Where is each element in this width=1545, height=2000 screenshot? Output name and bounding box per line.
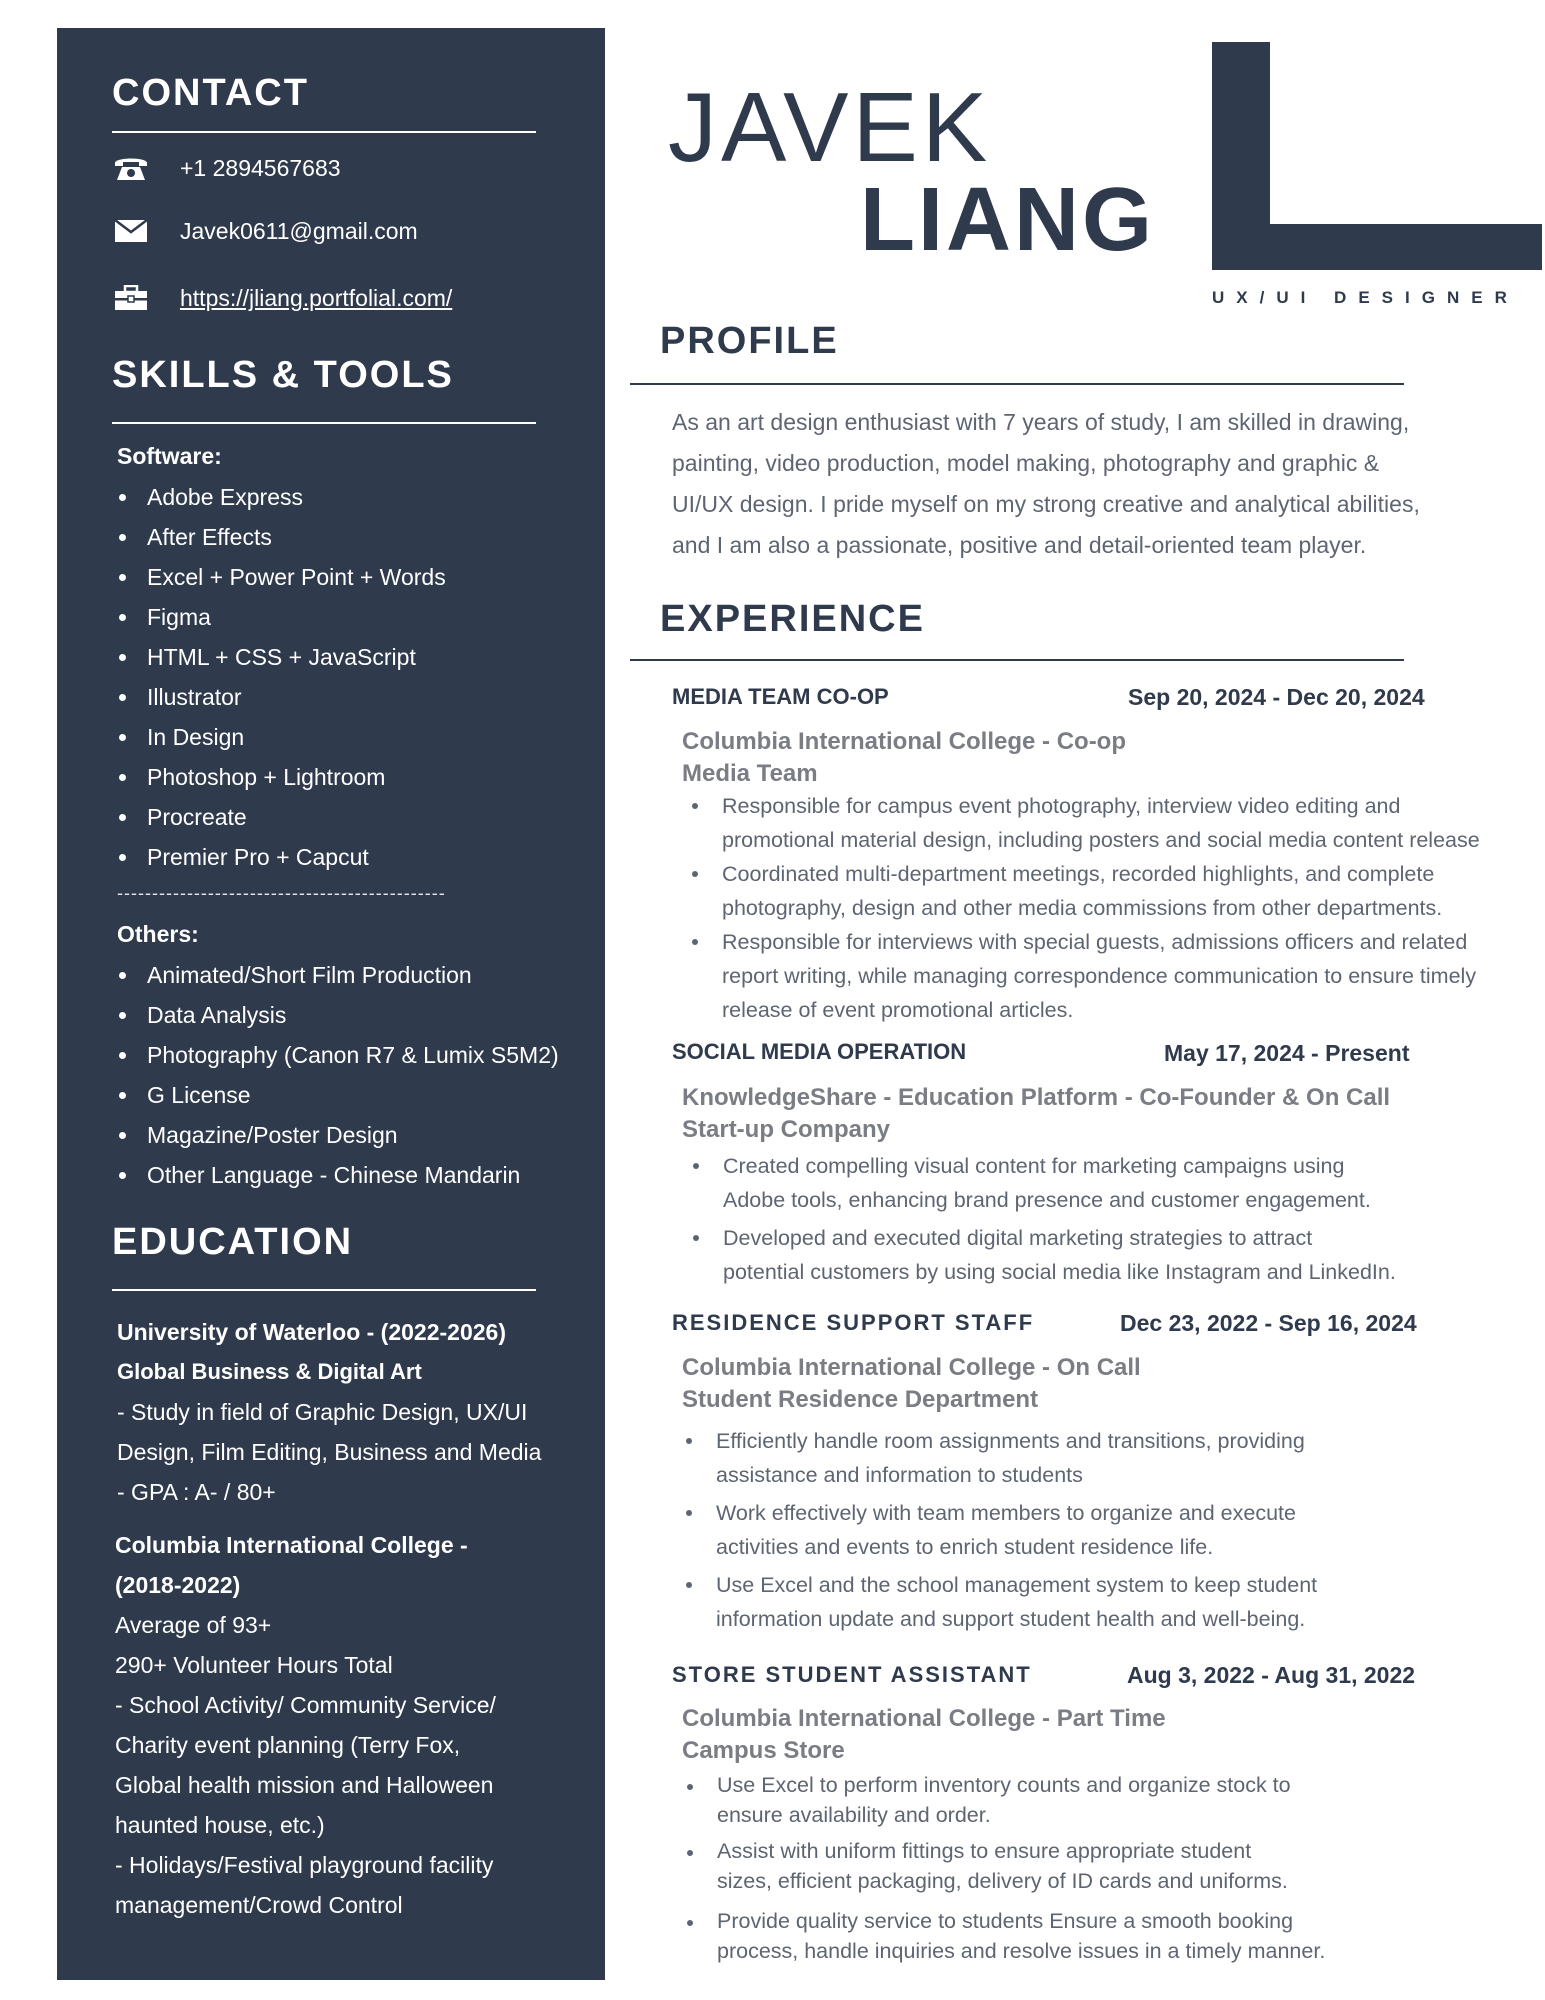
job-title: RESIDENCE SUPPORT STAFF xyxy=(672,1310,1035,1335)
list-item: Figma xyxy=(117,597,446,637)
sidebar xyxy=(57,28,605,1980)
school-program: Global Business & Digital Art xyxy=(117,1359,422,1384)
envelope-icon xyxy=(112,216,150,246)
org-line: Campus Store xyxy=(682,1737,845,1764)
school-title: (2018-2022) xyxy=(115,1572,241,1598)
list-item: Illustrator xyxy=(117,677,446,717)
job-organization xyxy=(682,726,1126,790)
email-address: Javek0611@gmail.com xyxy=(180,217,418,244)
last-name: LIANG xyxy=(860,170,1155,270)
list-item: Responsible for interviews with special guests, admissions officers and related report writing, while managing correspondence communication to ensure timely release of event promotional articles. xyxy=(682,925,1480,1027)
list-item: Coordinated multi-department meetings, recorded highlights, and complete photography, design and other media commissions from other departments. xyxy=(682,857,1480,925)
skills-dashed-divider: ----------------------------------------------- xyxy=(117,883,446,903)
software-label: Software: xyxy=(117,443,222,469)
list-item: Excel + Power Point + Words xyxy=(117,557,446,597)
list-item: After Effects xyxy=(117,517,446,557)
org-line: Columbia International College - Part Time xyxy=(682,1705,1166,1732)
list-item: Photoshop + Lightroom xyxy=(117,757,446,797)
logo-monogram xyxy=(1212,42,1542,270)
job-role: UX/UI DESIGNER xyxy=(1212,288,1519,307)
school-detail: Global health mission and Halloween xyxy=(115,1772,494,1798)
school-title: Columbia International College - xyxy=(115,1532,468,1558)
contact-divider xyxy=(112,131,536,133)
job-organization xyxy=(682,1352,1141,1416)
list-item: Data Analysis xyxy=(117,995,559,1035)
list-item: G License xyxy=(117,1075,559,1115)
school-detail: Average of 93+ xyxy=(115,1612,272,1638)
org-line: Start-up Company xyxy=(682,1116,891,1143)
list-item: Efficiently handle room assignments and transitions, providing assistance and information to students xyxy=(676,1424,1317,1492)
profile-line: UI/UX design. I pride myself on my strong creative and analytical abilities, xyxy=(672,491,1420,517)
org-line: Columbia International College - Co-op xyxy=(682,728,1126,755)
school-detail: 290+ Volunteer Hours Total xyxy=(115,1652,393,1678)
school-detail: Design, Film Editing, Business and Media xyxy=(117,1439,542,1465)
logo-l-foot xyxy=(1212,224,1542,270)
others-label: Others: xyxy=(117,921,199,947)
job-date: May 17, 2024 - Present xyxy=(1164,1040,1410,1066)
job-bullets xyxy=(677,1770,1325,1966)
school-detail: - Study in field of Graphic Design, UX/UI xyxy=(117,1399,528,1425)
list-item: Premier Pro + Capcut xyxy=(117,837,446,877)
job-date: Aug 3, 2022 - Aug 31, 2022 xyxy=(1127,1662,1416,1688)
job-date: Sep 20, 2024 - Dec 20, 2024 xyxy=(1128,684,1425,710)
list-item: Provide quality service to students Ensure a smooth booking process, handle inquiries and resolve issues in a timely manner. xyxy=(677,1906,1325,1966)
list-item: Use Excel and the school management system to keep student information update and support student health and well-being. xyxy=(676,1568,1317,1636)
phone-icon xyxy=(112,153,150,183)
list-item: Responsible for campus event photography, interview video editing and promotional material design, including posters and social media content release xyxy=(682,789,1480,857)
experience-heading: EXPERIENCE xyxy=(660,598,925,640)
contact-website[interactable] xyxy=(112,280,452,316)
list-item: Assist with uniform fittings to ensure appropriate student sizes, efficient packaging, delivery of ID cards and uniforms. xyxy=(677,1836,1325,1896)
first-name: JAVEK xyxy=(668,72,992,182)
org-line: Student Residence Department xyxy=(682,1386,1039,1413)
list-item: Adobe Express xyxy=(117,477,446,517)
school-detail: - GPA : A- / 80+ xyxy=(117,1479,276,1505)
profile-line: and I am also a passionate, positive and detail-oriented team player. xyxy=(672,532,1367,558)
profile-line: As an art design enthusiast with 7 years of study, I am skilled in drawing, xyxy=(672,409,1410,435)
experience-divider xyxy=(630,659,1404,661)
job-title: MEDIA TEAM CO-OP xyxy=(672,684,889,709)
profile-line: painting, video production, model making, photography and graphic & xyxy=(672,450,1380,476)
job-organization xyxy=(682,1082,1390,1146)
education-entry-columbia xyxy=(115,1525,565,1925)
list-item: Created compelling visual content for marketing campaigns using Adobe tools, enhancing brand presence and customer engagement. xyxy=(683,1149,1396,1217)
briefcase-icon xyxy=(112,283,150,313)
org-line: Columbia International College - On Call xyxy=(682,1354,1141,1381)
list-item: Magazine/Poster Design xyxy=(117,1115,559,1155)
profile-summary xyxy=(672,402,1452,566)
school-detail: management/Crowd Control xyxy=(115,1892,403,1918)
contact-heading: CONTACT xyxy=(112,72,309,114)
website-link[interactable]: https://jliang.portfolial.com/ xyxy=(180,284,453,311)
software-list xyxy=(117,477,446,877)
school-detail: - Holidays/Festival playground facility xyxy=(115,1852,494,1878)
contact-phone[interactable] xyxy=(112,150,341,186)
list-item: Animated/Short Film Production xyxy=(117,955,559,995)
school-detail: - School Activity/ Community Service/ xyxy=(115,1692,496,1718)
school-title: University of Waterloo - (2022-2026) xyxy=(117,1319,506,1345)
list-item: Photography (Canon R7 & Lumix S5M2) xyxy=(117,1035,559,1075)
profile-heading: PROFILE xyxy=(660,320,839,362)
org-line: Media Team xyxy=(682,760,818,787)
job-title: STORE STUDENT ASSISTANT xyxy=(672,1662,1032,1687)
phone-number: +1 2894567683 xyxy=(180,154,341,181)
skills-heading: SKILLS & TOOLS xyxy=(112,354,454,396)
others-list xyxy=(117,955,559,1195)
list-item: HTML + CSS + JavaScript xyxy=(117,637,446,677)
contact-email[interactable] xyxy=(112,213,418,249)
list-item: Use Excel to perform inventory counts and organize stock to ensure availability and order. xyxy=(677,1770,1325,1830)
list-item: Other Language - Chinese Mandarin xyxy=(117,1155,559,1195)
job-organization xyxy=(682,1703,1166,1767)
job-bullets xyxy=(682,789,1480,1027)
list-item: Procreate xyxy=(117,797,446,837)
job-bullets xyxy=(683,1149,1396,1289)
job-title: SOCIAL MEDIA OPERATION xyxy=(672,1039,967,1064)
list-item: Work effectively with team members to organize and execute activities and events to enrich student residence life. xyxy=(676,1496,1317,1564)
list-item: Developed and executed digital marketing strategies to attract potential customers by using social media like Instagram and LinkedIn. xyxy=(683,1221,1396,1289)
school-detail: haunted house, etc.) xyxy=(115,1812,325,1838)
education-entry-waterloo xyxy=(117,1312,567,1512)
job-date: Dec 23, 2022 - Sep 16, 2024 xyxy=(1120,1310,1417,1336)
org-line: KnowledgeShare - Education Platform - Co-Founder & On Call xyxy=(682,1084,1391,1111)
school-detail: Charity event planning (Terry Fox, xyxy=(115,1732,461,1758)
education-divider xyxy=(112,1289,536,1291)
list-item: In Design xyxy=(117,717,446,757)
profile-divider xyxy=(630,383,1404,385)
education-heading: EDUCATION xyxy=(112,1221,354,1263)
job-bullets xyxy=(676,1424,1317,1636)
skills-divider xyxy=(112,422,536,424)
